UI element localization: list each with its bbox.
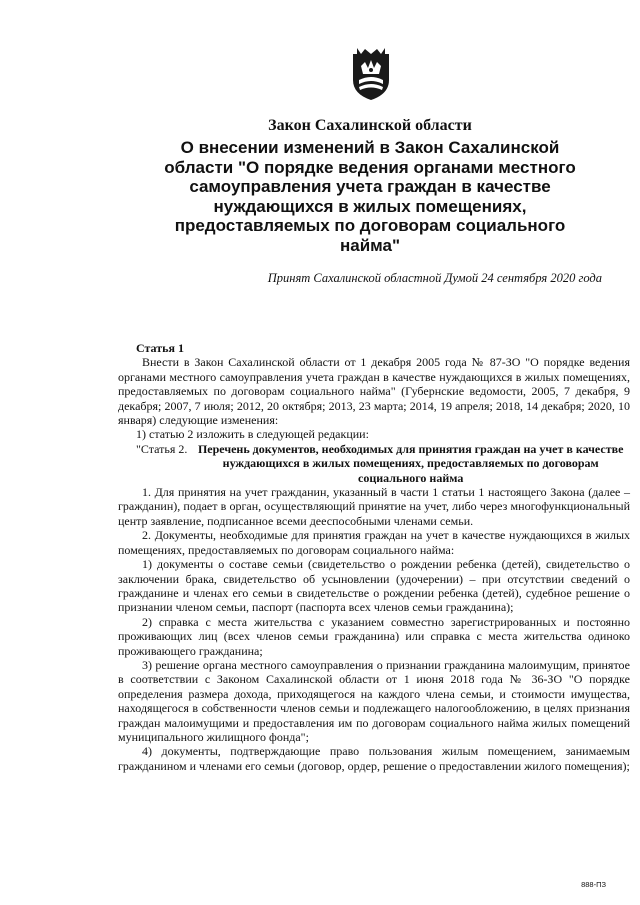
article-2-title: Перечень документов, необходимых для принятия граждан на учет в качестве нуждающихся в жилых помещениях, предоставляемых по договорам социального найма	[197, 441, 624, 485]
subitem-3: 3) решение органа местного самоуправления о признании гражданина малоимущим, принятое в соответствии с Законом Сахалинской области от 1 июня 2018 года № 36-ЗО "О порядке определения размера дохода, приходящегося на каждого члена семьи, и стоимости имущества, находящегося в собственности членов семьи и подлежащего налогообложению, в целях признания граждан малоимущими и предоставления им по договорам социального найма жилых помещений муниципального жилищного фонда";	[118, 657, 630, 744]
law-body	[118, 341, 630, 773]
article-2-header	[118, 442, 630, 485]
law-subject: О внесении изменений в Закон Сахалинской области "О порядке ведения органами местного самоуправления учета граждан в качестве нуждающихся в жилых помещениях, предоставляемых по договорам социального найма"	[164, 138, 576, 255]
law-title: Закон Сахалинской области	[268, 117, 472, 134]
item-1: 1) статью 2 изложить в следующей редакции:	[136, 427, 369, 442]
paragraph-1: 1. Для принятия на учет гражданин, указанный в части 1 статьи 1 настоящего Закона (далее – гражданин), подает в орган, осуществляющий принятие на учет, либо через многофункциональный центр заявление, подписанное всеми дееспособными членами семьи.	[118, 485, 630, 528]
subitem-2: 2) справка с места жительства с указанием совместно зарегистрированных и постоянно проживающих лиц (всех членов семьи гражданина) или справка с места жительства одиноко проживающего гражданина;	[118, 614, 630, 658]
subitem-4: 4) документы, подтверждающие право пользования жилым помещением, занимаемым гражданином и членами его семьи (договор, ордер, решение о предоставлении жилого помещения);	[118, 744, 630, 773]
adoption-note: Принят Сахалинской областной Думой 24 сентября 2020 года	[267, 271, 602, 285]
article-2-label: "Статья 2.	[136, 441, 188, 456]
article-1-intro: Внести в Закон Сахалинской области от 1 декабря 2005 года № 87-ЗО "О порядке ведения органами местного самоуправления учета граждан в качестве нуждающихся в жилых помещениях, предоставляемых по договорам социального найма" (Губернские ведомости, 2005, 7 декабря, 9 декабря; 2007, 7 июля; 2012, 20 октября; 2013, 23 марта; 2014, 19 апреля; 2018, 14 декабря; 2020, 10 января) следующие изменения:	[118, 355, 630, 428]
article-1-heading: Статья 1	[136, 341, 184, 355]
paragraph-2: 2. Документы, необходимые для принятия граждан на учет в качестве нуждающихся в жилых помещениях, предоставляемых по договорам социального найма:	[118, 528, 630, 557]
subitem-1: 1) документы о составе семьи (свидетельство о рождении ребенка (детей), свидетельство о заключении брака, свидетельство об усыновлении (удочерении) – при отсутствии сведений о гражданине и членах его семьи в свидетельстве о рождении ребенка (детей), судебное решение о признании членом семьи, паспорт (паспорта всех членов семьи гражданина);	[118, 557, 630, 615]
sakhalin-coat-of-arms-icon	[349, 44, 393, 102]
document-code: 888-ПЗ	[581, 880, 606, 889]
